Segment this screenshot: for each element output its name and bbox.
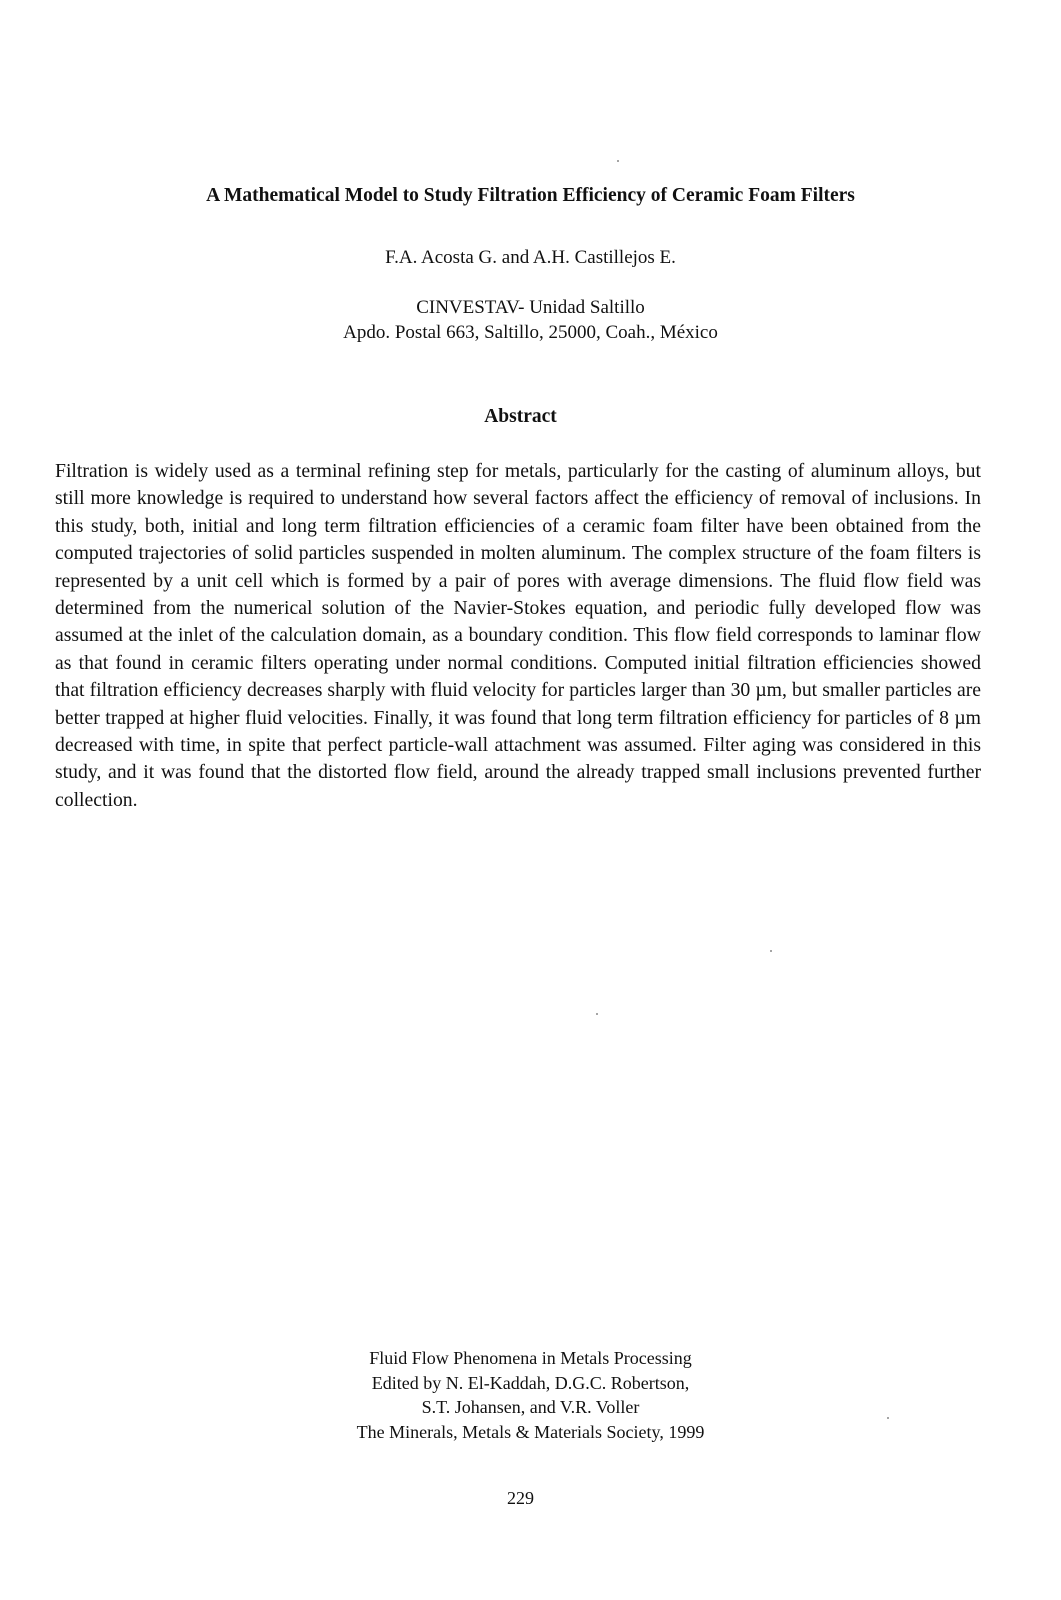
abstract-text: Filtration is widely used as a terminal refining step for metals, particularly for the casting of aluminum alloys, but still more knowledge is required to understand how several factors affect the efficiency of removal of inclusions. In this study, both, initial and long term filtration efficiencies of a ceramic foam filter have been obtained from the computed trajectories of solid particles suspended in molten aluminum. The complex structure of the foam filters is represented by a unit cell which is formed by a pair of pores with average dimensions. The fluid flow field was determined from the numerical solution of the Navier-Stokes equation, and periodic fully developed flow was assumed at the inlet of the calculation domain, as a boundary condition. This flow field corresponds to laminar flow as that found in ceramic filters operating under normal conditions. Computed initial filtration efficiencies showed that filtration efficiency decreases sharply with fluid velocity for particles larger than 30 µm, but smaller particles are better trapped at higher fluid velocities. Finally, it was found that long term filtration efficiency for particles of 8 µm decreased with time, in spite that perfect particle-wall attachment was assumed. Filter aging was considered in this study, and it was found that the distorted flow field, around the already trapped small inclusions prevented further collection. xyxy=(55,460,981,811)
scan-speck xyxy=(617,160,619,162)
affiliation-institution: CINVESTAV- Unidad Saltillo xyxy=(416,297,645,318)
author-list: F.A. Acosta G. and A.H. Castillejos E. xyxy=(385,247,676,268)
publication-editors-cont: S.T. Johansen, and V.R. Voller xyxy=(421,1397,640,1417)
publication-book-title: Fluid Flow Phenomena in Metals Processing xyxy=(369,1348,692,1368)
paper-title: A Mathematical Model to Study Filtration Efficiency of Ceramic Foam Filters xyxy=(206,185,855,206)
affiliation-address: Apdo. Postal 663, Saltillo, 25000, Coah., México xyxy=(343,322,718,343)
scan-speck xyxy=(596,1013,598,1015)
publication-info xyxy=(0,1346,1061,1444)
publication-publisher: The Minerals, Metals & Materials Society, 1999 xyxy=(356,1421,705,1442)
affiliation xyxy=(0,295,1061,345)
publication-editors: Edited by N. El-Kaddah, D.G.C. Robertson, xyxy=(371,1372,690,1393)
scan-speck xyxy=(770,950,772,952)
page-number: 229 xyxy=(507,1488,534,1508)
abstract-heading: Abstract xyxy=(484,406,557,427)
